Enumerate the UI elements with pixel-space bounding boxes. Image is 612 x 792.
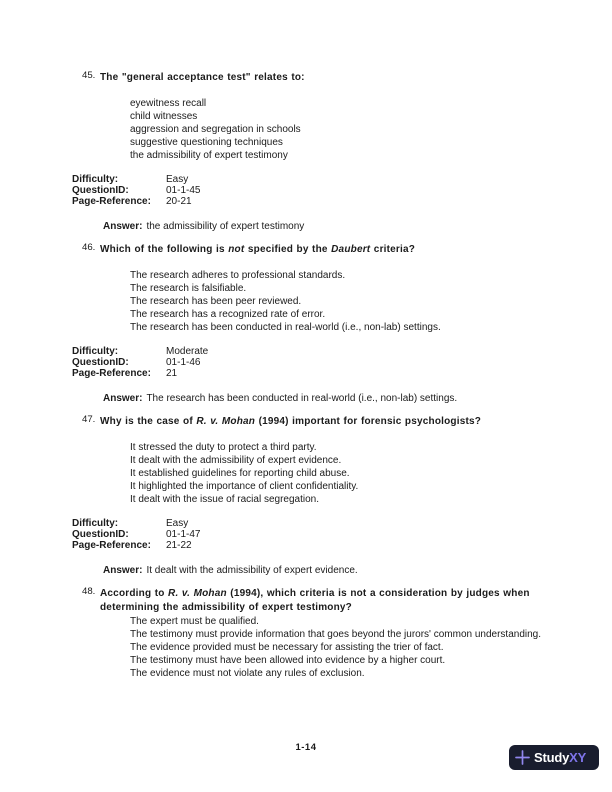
- page-reference-label: Page-Reference:: [72, 368, 151, 379]
- logo-study-text: Study: [534, 750, 570, 765]
- question-block-47: [0, 415, 612, 576]
- difficulty-value: Easy: [166, 174, 189, 185]
- answer-options: [130, 97, 612, 162]
- answer-row: [103, 221, 612, 232]
- answer-label: Answer:: [103, 565, 143, 576]
- answer-label: Answer:: [103, 393, 143, 404]
- page-number: 1-14: [295, 742, 317, 753]
- meta-row-question-id: [72, 529, 612, 540]
- question-title-text: The "general acceptance test" relates to:: [100, 72, 305, 83]
- answer-options: [130, 615, 612, 680]
- answer-option: aggression and segregation in schools: [130, 124, 301, 135]
- question-id-label: QuestionID:: [72, 185, 129, 196]
- question-title-text: Why is the case of: [100, 416, 197, 427]
- answer-option: The research has a recognized rate of error.: [130, 309, 326, 320]
- answer-option: The evidence must not violate any rules of exclusion.: [130, 668, 365, 679]
- answer-options: [130, 269, 612, 334]
- answer-option: The testimony must provide information that goes beyond the jurors' common understanding.: [130, 629, 542, 640]
- question-block-45: [0, 71, 612, 232]
- difficulty-label: Difficulty:: [72, 346, 119, 357]
- question-title-italic: R. v. Mohan: [196, 416, 256, 427]
- question-meta: [72, 518, 612, 551]
- question-title-text: criteria?: [370, 244, 416, 255]
- page-reference-label: Page-Reference:: [72, 196, 151, 207]
- question-meta: [72, 346, 612, 379]
- question-block-48: [0, 587, 612, 680]
- question-meta: [72, 174, 612, 207]
- answer-option: The expert must be qualified.: [130, 616, 259, 627]
- difficulty-value: Easy: [166, 518, 189, 529]
- meta-row-question-id: [72, 357, 612, 368]
- answer-row: [103, 393, 612, 404]
- page-reference-value: 21: [166, 368, 178, 379]
- meta-row-page-reference: [72, 196, 612, 207]
- question-block-46: [0, 243, 612, 404]
- question-number: 45.: [82, 70, 96, 81]
- answer-option: It stressed the duty to protect a third party.: [130, 442, 317, 453]
- question-title-text: (1994) important for forensic psychologists?: [255, 416, 482, 427]
- question-title-text: specified by the: [244, 244, 332, 255]
- plus-icon: [514, 749, 531, 766]
- question-number: 48.: [82, 586, 96, 597]
- answer-option: child witnesses: [130, 111, 198, 122]
- question-title: [100, 243, 585, 257]
- question-title: [100, 71, 585, 85]
- answer-option: It dealt with the issue of racial segregation.: [130, 494, 319, 505]
- question-title: [100, 587, 585, 615]
- question-title-italic: Daubert: [331, 244, 371, 255]
- answer-options: [130, 441, 612, 506]
- page-reference-value: 20-21: [166, 196, 192, 207]
- page-reference-value: 21-22: [166, 540, 192, 551]
- answer-option: suggestive questioning techniques: [130, 137, 283, 148]
- meta-row-page-reference: [72, 368, 612, 379]
- meta-row-question-id: [72, 185, 612, 196]
- question-title-text: According to: [100, 588, 169, 599]
- answer-value: The research has been conducted in real-world (i.e., non-lab) settings.: [146, 393, 458, 404]
- answer-option: eyewitness recall: [130, 98, 207, 109]
- logo-xy-text: XY: [569, 750, 587, 765]
- question-id-value: 01-1-45: [166, 185, 201, 196]
- answer-option: The evidence provided must be necessary for assisting the trier of fact.: [130, 642, 444, 653]
- answer-option: It dealt with the admissibility of expert evidence.: [130, 455, 342, 466]
- answer-option: The research adheres to professional standards.: [130, 270, 346, 281]
- question-title-text: Which of the following is: [100, 244, 229, 255]
- answer-option: The testimony must have been allowed into evidence by a higher court.: [130, 655, 446, 666]
- studyxy-logo: [509, 745, 599, 770]
- answer-option: The research has been conducted in real-world (i.e., non-lab) settings.: [130, 322, 441, 333]
- meta-row-difficulty: [72, 174, 612, 185]
- answer-value: It dealt with the admissibility of expert evidence.: [146, 565, 358, 576]
- question-id-label: QuestionID:: [72, 529, 129, 540]
- meta-row-difficulty: [72, 518, 612, 529]
- answer-option: It established guidelines for reporting child abuse.: [130, 468, 350, 479]
- question-number: 47.: [82, 414, 96, 425]
- meta-row-page-reference: [72, 540, 612, 551]
- answer-option: The research is falsifiable.: [130, 283, 247, 294]
- question-title-text: (1994), which criteria is not a consideration by judges when determining the admissibility of expert testimony?: [100, 588, 530, 613]
- answer-option: The research has been peer reviewed.: [130, 296, 302, 307]
- answer-row: [103, 565, 612, 576]
- answer-option: It highlighted the importance of client confidentiality.: [130, 481, 359, 492]
- answer-value: the admissibility of expert testimony: [146, 221, 305, 232]
- logo-wordmark: [534, 751, 586, 764]
- answer-label: Answer:: [103, 221, 143, 232]
- difficulty-value: Moderate: [166, 346, 209, 357]
- question-title-italic: not: [228, 244, 245, 255]
- question-id-value: 01-1-46: [166, 357, 201, 368]
- meta-row-difficulty: [72, 346, 612, 357]
- question-id-label: QuestionID:: [72, 357, 129, 368]
- question-id-value: 01-1-47: [166, 529, 201, 540]
- page-reference-label: Page-Reference:: [72, 540, 151, 551]
- difficulty-label: Difficulty:: [72, 518, 119, 529]
- question-title: [100, 415, 585, 429]
- answer-option: the admissibility of expert testimony: [130, 150, 288, 161]
- difficulty-label: Difficulty:: [72, 174, 119, 185]
- question-number: 46.: [82, 242, 96, 253]
- question-title-italic: R. v. Mohan: [168, 588, 227, 599]
